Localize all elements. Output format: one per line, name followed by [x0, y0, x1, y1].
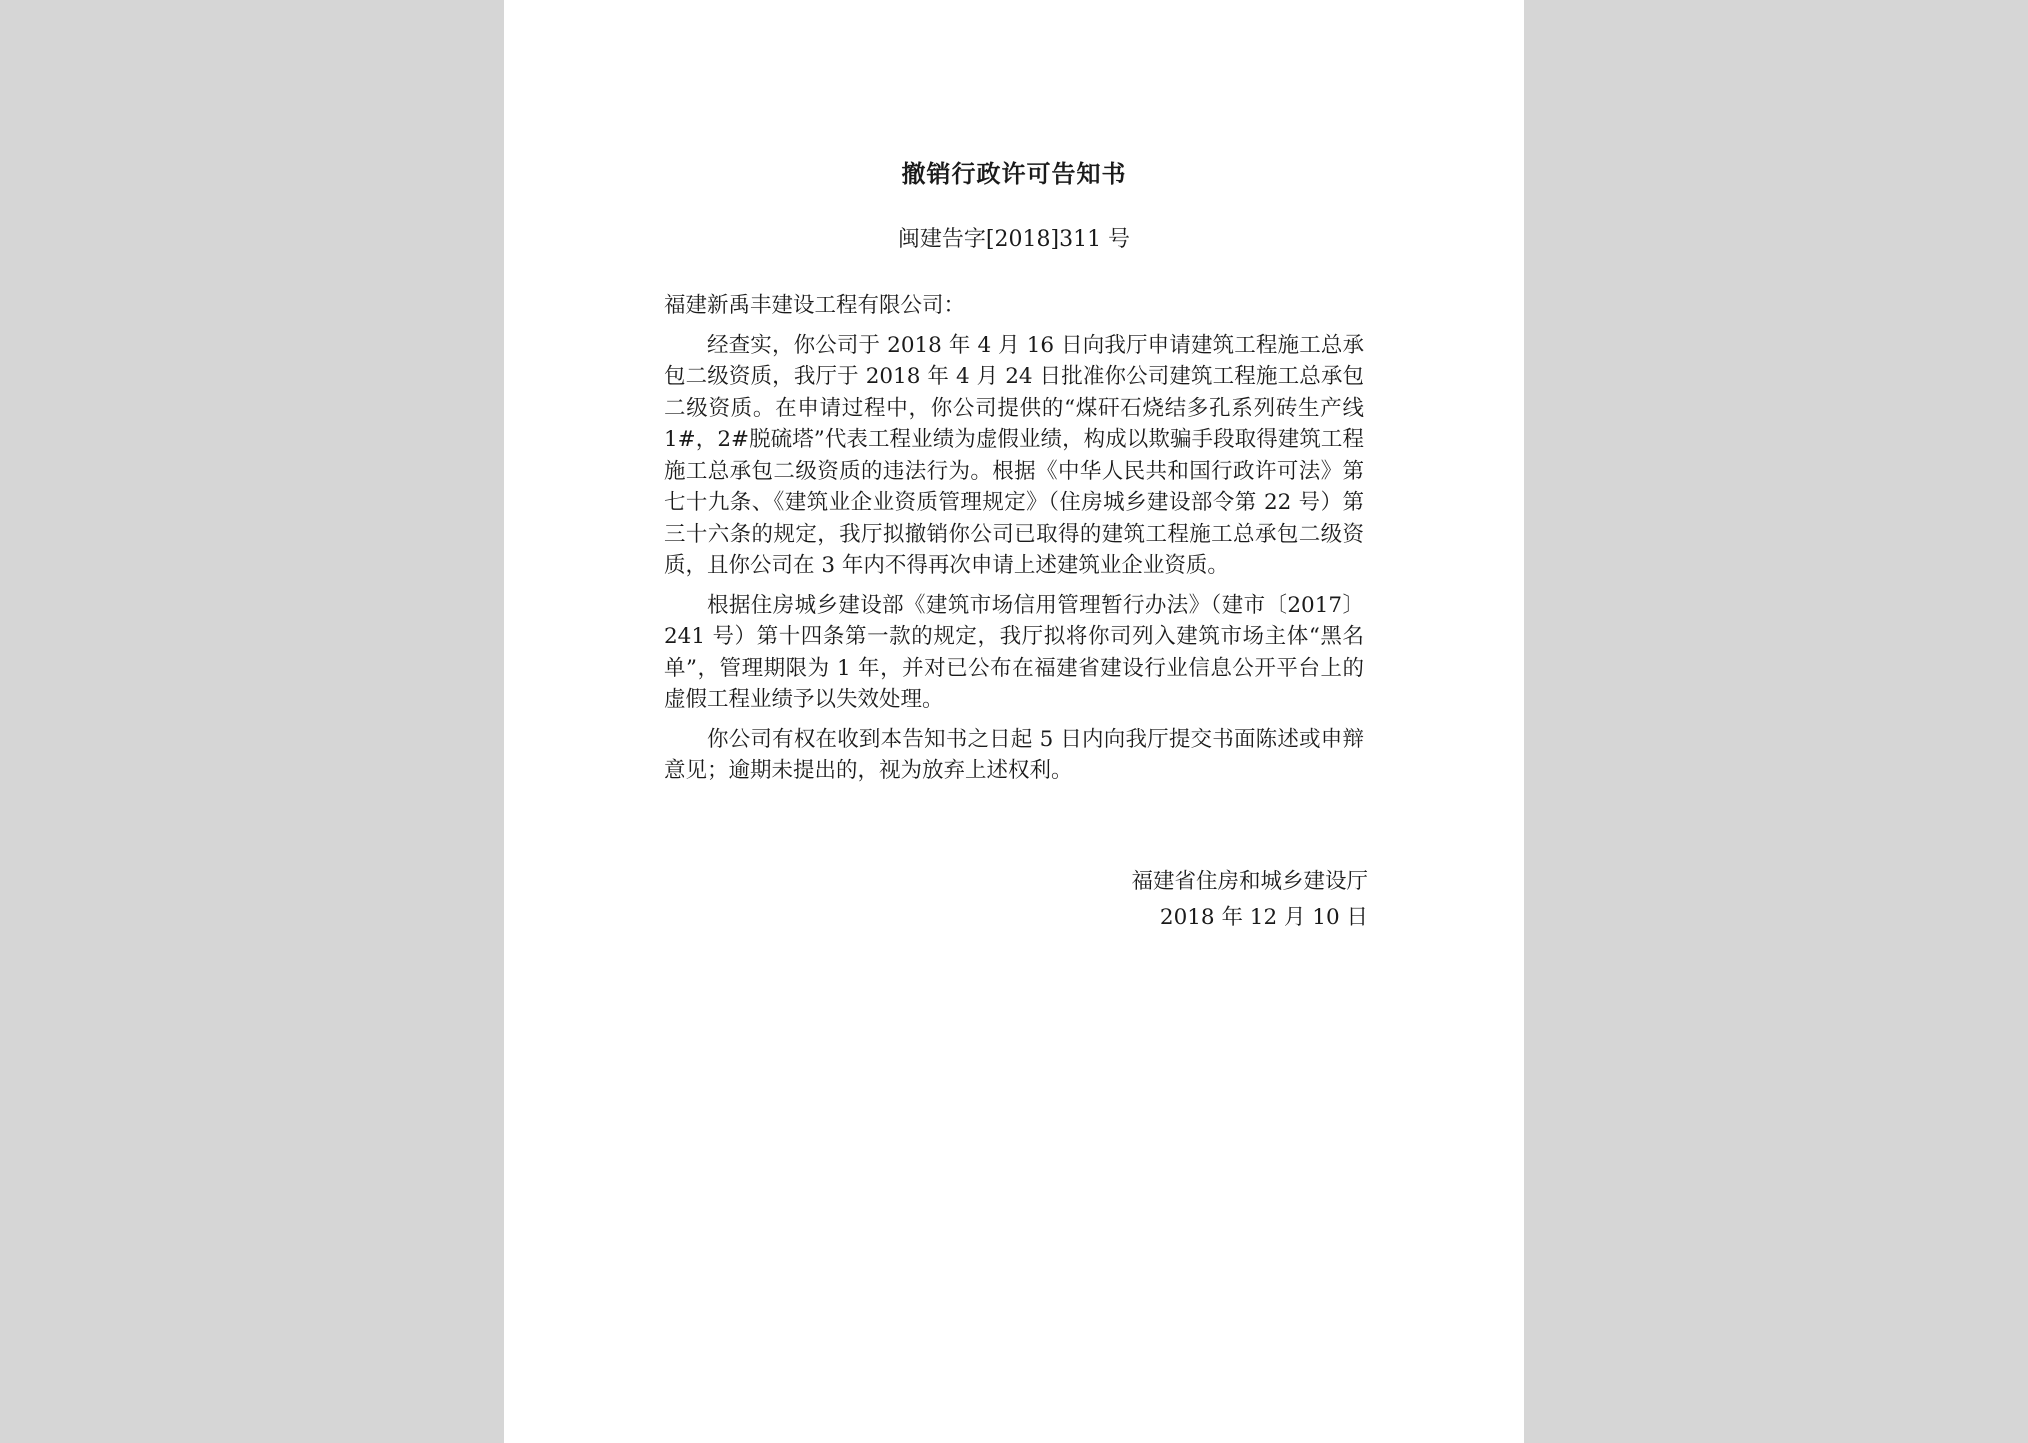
paragraph-3: 你公司有权在收到本告知书之日起 5 日内向我厅提交书面陈述或申辩意见；逾期未提出的，视为放弃上述权利。	[664, 726, 1364, 783]
addressee: 福建新禹丰建设工程有限公司：	[664, 293, 966, 318]
signature-block	[1131, 864, 1368, 936]
paragraph-2: 根据住房城乡建设部《建筑市场信用管理暂行办法》（建市〔2017〕241 号）第十四条第一款的规定，我厅拟将你司列入建筑市场主体“黑名单”，管理期限为 1 年，并对已公布在福建省建设行业信息公开平台上的虚假工程业绩予以失效处理。	[664, 592, 1364, 712]
document-number: 闽建告字[2018]311 号	[897, 227, 1131, 252]
issue-date: 2018 年 12 月 10 日	[1159, 905, 1368, 930]
paragraph-1: 经查实，你公司于 2018 年 4 月 16 日向我厅申请建筑工程施工总承包二级资质，我厅于 2018 年 4 月 24 日批准你公司建筑工程施工总承包二级资质。在申请过程中，你公司提供的“煤矸石烧结多孔系列砖生产线 1#，2#脱硫塔”代表工程业绩为虚假业绩，构成以欺骗手段取得建筑工程施工总承包二级资质的违法行为。根据《中华人民共和国行政许可法》第七十九条、《建筑业企业资质管理规定》（住房城乡建设部令第 22 号）第三十六条的规定，我厅拟撤销你公司已取得的建筑工程施工总承包二级资质，且你公司在 3 年内不得再次申请上述建筑业企业资质。	[664, 332, 1364, 578]
issuer-name: 福建省住房和城乡建设厅	[1131, 869, 1368, 894]
document-title: 撤销行政许可告知书	[901, 159, 1127, 188]
document-body	[664, 290, 1364, 795]
document-page	[504, 0, 1524, 1443]
